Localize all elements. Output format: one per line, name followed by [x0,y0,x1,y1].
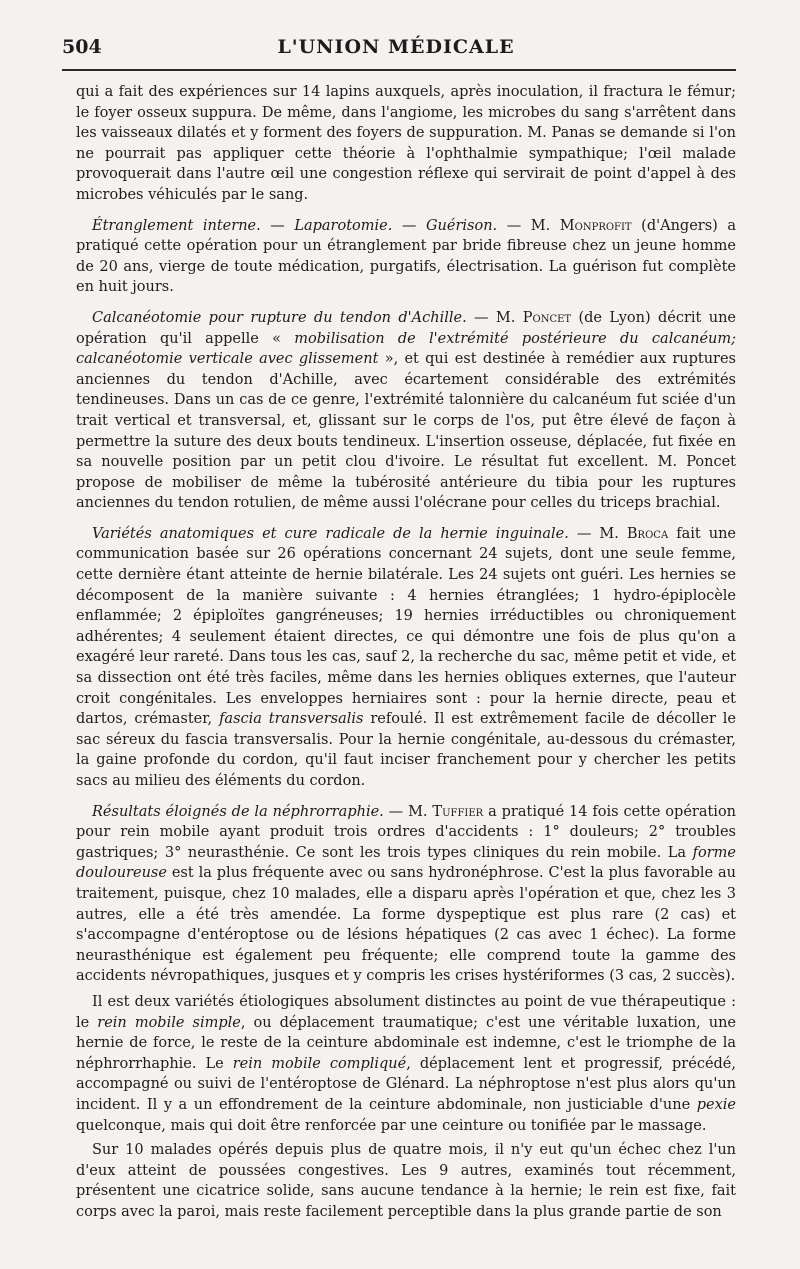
page-header [62,36,730,64]
section-heading: Étranglement interne. — Laparotomie. — Guérison. [92,217,498,234]
section-heading: Variétés anatomiques et cure radicale de la hernie inguinale. [92,525,569,542]
author-name: M. Monprofit [530,217,632,234]
section-hernie-inguinale: Variétés anatomiques et cure radicale de la hernie inguinale. — M. Broca fait une communication basée sur 26 opérations concernant 24 sujets, dont une seule femme, cette dernière étant atteinte de hernie bilatérale. Les 24 sujets ont guéri. Les hernies se décomposent de la manière suivante : 4 hernies étranglées; 1 hydro-épiplocèle enflammée; 2 épiploïtes gangréneuses; 19 hernies irréductibles ou chroniquement adhérentes; 4 seulement étaient directes, ce qui démontre une fois de plus qu'on a exagéré leur rareté. Dans tous les cas, sauf 2, la recherche du sac, même petit et vide, et sa dissection ont été très faciles, même dans les hernies obliques externes, que l'auteur croit congénitales. Les enveloppes herniaires sont : pour la hernie directe, peau et dartos, crémaster, fascia transversalis refoulé. Il est extrêmement facile de décoller le sac séreux du fascia transversalis. Pour la hernie congénitale, au-dessous du crémaster, la gaine profonde du cordon, qu'il faut inciser franchement pour y chercher les petits sacs au milieu des éléments du cordon. [76,525,737,789]
section-etranglement: Étranglement interne. — Laparotomie. — Guérison. — M. Monprofit (d'Angers) a pratiqué cette opération pour un étranglement par bride fibreuse chez un jeune homme de 20 ans, vierge de toute médication, purgatifs, électrisation. La guérison fut complète en huit jours. [76,217,737,296]
paragraph-resultats-operes: Sur 10 malades opérés depuis plus de quatre mois, il n'y eut qu'un échec chez l'un d'eux atteint de poussées congestives. Les 9 autres, examinés tout récemment, présentent une cicatrice solide, sans aucune tendance à la hernie; le rein est fixe, fait corps avec la paroi, mais reste facilement perceptible dans la plus grande partie de son [76,1142,736,1220]
section-heading: Calcanéotomie pour rupture du tendon d'Achille. [92,309,467,326]
author-name: M. Broca [599,525,669,542]
header-rule [62,69,736,71]
paragraph-continuation: qui a fait des expériences sur 14 lapins auxquels, après inoculation, il fractura le fémur; le foyer osseux suppura. De même, dans l'angiome, les microbes du sang s'arrêtent dans les vaisseaux dilatés et y forment des foyers de suppuration. M. Panas se demande si l'on ne pourrait pas appliquer cette théorie à l'ophthalmie sympathique; l'œil malade provoquerait dans l'autre œil une congestion réflexe qui servirait de point d'appel à des microbes véhiculés par le sang. [76,84,736,203]
article-body [76,82,736,1222]
section-nephrorraphie: Résultats éloignés de la néphrorraphie. — M. Tuffier a pratiqué 14 fois cette opération pour rein mobile ayant produit trois ordres d'accidents : 1° douleurs; 2° troubles gastriques; 3° neurasthénie. Ce sont les trois types cliniques du rein mobile. La forme douloureuse est la plus fréquente avec ou sans hydronéphrose. C'est la plus favorable au traitement, puisque, chez 10 malades, elle a disparu après l'opération et que, chez les 3 autres, elle a été très amendée. La forme dyspeptique est plus rare (2 cas) et s'accompagne d'entéroptose ou de lésions hépatiques (2 cas avec 1 échec). La forme neurasthénique est également peu fréquente; elle comprend toute la gamme des accidents névropathiques, jusques et y compris les crises hystériformes (3 cas, 2 succès). [76,803,737,985]
section-heading: Résultats éloignés de la néphrorraphie. [92,803,384,820]
paragraph-varietes-etiologiques: Il est deux variétés étiologiques absolument distinctes au point de vue thérapeutique : le rein mobile simple, ou déplacement traumatique; c'est une véritable luxation, une hernie de force, le reste de la ceinture abdominale est indemne, c'est le triomphe de la néphrorrhaphie. Le rein mobile compliqué, déplacement lent et progressif, précédé, accompagné ou suivi de l'entéroptose de Glénard. La néphroptose n'est plus alors qu'un incident. Il y a un effondrement de la ceinture abdominale, non justiciable d'une pexie quelconque, mais qui doit être renforcée par une ceinture ou tonifiée par le massage. [76,993,737,1134]
author-name: M. Poncet [495,309,572,326]
page-number: 504 [62,36,102,58]
author-name: M. Tuffier [408,803,484,820]
section-calcaneotomie: Calcanéotomie pour rupture du tendon d'Achille. — M. Poncet (de Lyon) décrit une opération qu'il appelle « mobilisation de l'extrémité postérieure du calcanéum; calcanéotomie verticale avec glissement », et qui est destinée à remédier aux ruptures anciennes du tendon d'Achille, avec écartement considérable des extrémités tendineuses. Dans un cas de ce genre, l'extrémité talonnière du calcanéum fut sciée d'un trait vertical et transversal, et, glissant sur le corps de l'os, put être élevé de façon à permettre la suture des deux bouts tendineux. L'insertion osseuse, déplacée, fut fixée en sa nouvelle position par un petit clou d'ivoire. Le résultat fut excellent. M. Poncet propose de mobiliser de même la tubérosité antérieure du tibia pour les ruptures anciennes du tendon rotulien, de même aussi l'olécrane pour celles du triceps brachial. [76,309,736,512]
journal-title: L'UNION MÉDICALE [277,36,515,58]
